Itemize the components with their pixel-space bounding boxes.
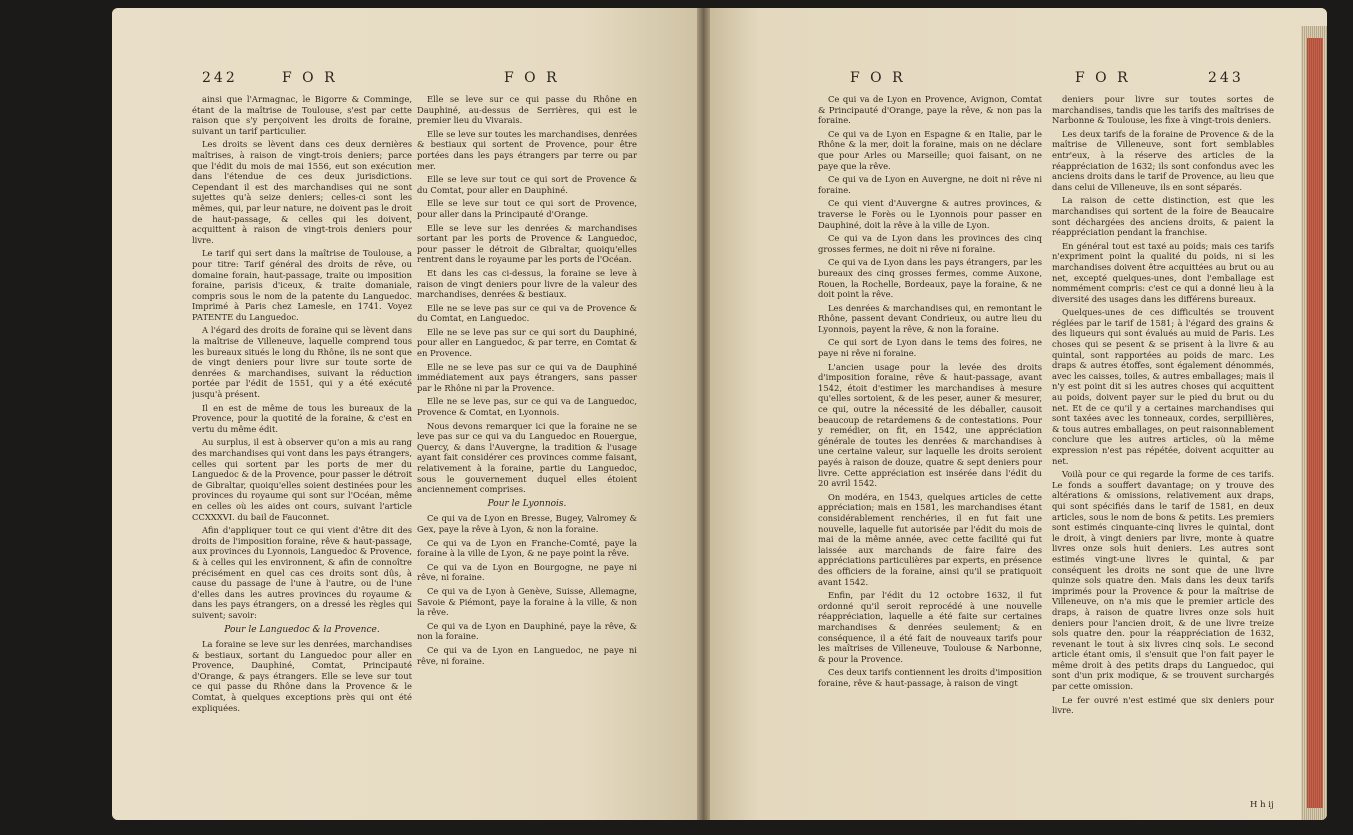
paragraph: Ce qui va de Lyon en Franche-Comté, paye la foraine à la ville de Lyon, & ne paye point la rêve. xyxy=(417,537,637,559)
paragraph: Les droits se lèvent dans ces deux dernières maîtrises, à raison de vingt-trois deniers; parce que l'édit du mois de mai 1556, eut son exécution dans l'étendue de ces deux jurisdictions. Cependant il est des marchandises qui ne sont sujettes qu'à seize deniers; celles-ci sont les mêmes, qui, par leur nature, ne doivent pas le droit de haut-passage, & celles qui les doivent, acquittent à raison de vingt-trois deniers pour livre. xyxy=(192,139,412,245)
paragraph: Le tarif qui sert dans la maîtrise de Toulouse, a pour titre: Tarif général des droits de rêve, ou domaine forain, haut-passage, traite ou imposition foraine, parisis d'iceux, & traite domaniale, compris sous le nom de la patente du Languedoc. Imprimé à Paris chez Lamesle, en 1741. Voyez PATENTE du Languedoc. xyxy=(192,248,412,322)
left-page xyxy=(112,8,697,820)
paragraph: deniers pour livre sur toutes sortes de marchandises, tandis que les tarifs des maîtrises de Narbonne & Toulouse, les fixe à vingt-trois deniers. xyxy=(1052,94,1274,126)
paragraph: Ce qui va de Lyon en Bresse, Bugey, Valromey & Gex, paye la rêve à Lyon, & non la foraine. xyxy=(417,513,637,534)
paragraph: Ces deux tarifs contiennent les droits d'imposition foraine, rêve & haut-passage, à raison de vingt xyxy=(818,667,1042,688)
paragraph: Ce qui va de Lyon à Genève, Suisse, Allemagne, Savoie & Piémont, paye la foraine à la ville, & non la rêve. xyxy=(417,585,637,618)
paragraph: Ce qui va de Lyon en Languedoc, ne paye ni rêve, ni foraine. xyxy=(417,644,637,666)
paragraph: Nous devons remarquer ici que la foraine ne se leve pas sur ce qui va du Languedoc en Rouergue, Quercy, & dans l'Auvergne, la tradition & l'usage ayant fait considérer ces provinces comme faisant, relativement à la foraine, partie du Languedoc, sous le gouvernement duquel elles étoient anciennement comprises. xyxy=(417,420,637,495)
left-header-right: F O R xyxy=(504,70,560,86)
paragraph: ainsi que l'Armagnac, le Bigorre & Comminge, étant de la maîtrise de Toulouse, s'est par cette raison que s'y perçoivent les droits de foraine, suivant un tarif particulier. xyxy=(192,94,412,136)
paragraph: Ce qui va de Lyon en Provence, Avignon, Comtat & Principauté d'Orange, paye la rêve, & non pas la foraine. xyxy=(818,94,1042,126)
paragraph: Enfin, par l'édit du 12 octobre 1632, il fut ordonné qu'il seroit reprocédé à une nouvelle réappréciation, laquelle a été faite sur certaines marchandises & denrées seulement; & en conséquence, il a été fait de nouveaux tarifs pour les maîtrises de Villeneuve, Toulouse & Narbonne, & pour la Provence. xyxy=(818,590,1042,664)
paragraph: Ce qui vient d'Auvergne & autres provinces, & traverse le Forès ou le Lyonnois pour passer en Dauphiné, doit la rêve à la ville de Lyon. xyxy=(818,198,1042,230)
right-header-left: F O R xyxy=(850,70,906,86)
left-header-left: F O R xyxy=(282,70,338,86)
paragraph: A l'égard des droits de foraine qui se lèvent dans la maîtrise de Villeneuve, laquelle comprend tous les bureaux situés le long du Rhône, ils ne sont que de vingt deniers pour livre sur toute sorte de denrées & marchandises, suivant la réduction portée par l'édit de 1551, qui y a été exécuté jusqu'à présent. xyxy=(192,325,412,400)
paragraph: Ce qui sort de Lyon dans le tems des foires, ne paye ni rêve ni foraine. xyxy=(818,337,1042,359)
right-column-1 xyxy=(818,94,1042,799)
paragraph: On modéra, en 1543, quelques articles de cette appréciation; mais en 1581, les marchandises étant considérablement renchéries, il en fut fait une nouvelle, laquelle fut autorisée par l'édit du mois de mai de la même année, avec cette facilité qui fut laissée aux marchands de faire faire des appréciations particulières par experts, en présence des officiers de la foraine, ainsi qu'il se pratiquoit avant 1542. xyxy=(818,491,1042,587)
paragraph: Elle se leve sur toutes les marchandises, denrées & bestiaux qui sortent de Provence, pour être portées dans les pays étrangers par terre ou par mer. xyxy=(417,128,637,171)
paragraph: Elle se leve sur tout ce qui sort de Provence, pour aller dans la Principauté d'Orange. xyxy=(417,198,637,219)
paragraph: Le fer ouvré n'est estimé que six deniers pour livre. xyxy=(1052,694,1274,716)
book-gutter xyxy=(697,8,710,820)
paragraph: Voilà pour ce qui regarde la forme de ces tarifs. Le fonds a souffert davantage; on y trouve des altérations & omissions, relativement aux draps, qui sont spécifiés dans le tarif de 1581, en deux articles, sous le nom de bons & petits. Les premiers sont estimés cinquante-cinq livres le quintal, dont le droit, à vingt deniers par livre, monte à quatre livres onze sols huit deniers. Les autres sont estimés vingt-une livres le quintal, & par conséquent les droits ne sont que de une livre quinze sols quatre den. Mais dans les deux tarifs imprimés pour la Provence & pour la maîtrise de Villeneuve, on n'a mis que le premier article des draps, à raison de quatre livres onze sols huit deniers pour l'ancien droit, & de une livre treize sols quatre den. pour la réappréciation de 1632, revenant le tout à six livres cinq sols. Le second article étant omis, il s'ensuit que l'on fait payer le même droit à des petits draps du Languedoc, qui sont d'un prix modique, & se trouvent surchargés par cette omission. xyxy=(1052,469,1274,692)
red-edge-band xyxy=(1307,38,1323,808)
left-column-1 xyxy=(192,94,412,814)
paragraph: La foraine se leve sur les denrées, marchandises & bestiaux, sortant du Languedoc pour aller en Provence, Dauphiné, Comtat, Principauté d'Orange, & pays étrangers. Elle se leve sur tout ce qui passe du Rhône dans la Provence & le Comtat, à quelques exceptions près qui ont été expliquées. xyxy=(192,639,412,713)
paragraph: Au surplus, il est à observer qu'on a mis au rang des marchandises qui vont dans les pays étrangers, celles qui sortent par les ports de mer du Languedoc & de la Provence, pour passer le détroit de Gibraltar, quoiqu'elles soient destinées pour les provinces du royaume qui sont sur l'Océan, même en celles où les aides ont cours, suivant l'article CCXXXVI. du bail de Fauconnet. xyxy=(192,437,412,522)
paragraph: Et dans les cas ci-dessus, la foraine se leve à raison de vingt deniers pour livre de la valeur des marchandises, denrées & bestiaux. xyxy=(417,267,637,300)
paragraph: Il en est de même de tous les bureaux de la Provence, pour la quotité de la foraine, & c'est en vertu du même édit. xyxy=(192,402,412,434)
left-page-number: 242 xyxy=(202,70,238,86)
paragraph: Elle ne se leve pas sur ce qui va de Provence & du Comtat, en Languedoc. xyxy=(417,302,637,324)
paragraph: Ce qui va de Lyon en Espagne & en Italie, par le Rhône & la mer, doit la foraine, mais on ne déclare que pour Arles ou Marseille; quoi faisant, on ne paye que la rêve. xyxy=(818,128,1042,171)
paragraph: Ce qui va de Lyon dans les pays étrangers, par les bureaux des cinq grosses fermes, comme Auxone, Rouen, la Rochelle, Bordeaux, paye la foraine, & ne doit point la rêve. xyxy=(818,257,1042,300)
paragraph: L'ancien usage pour la levée des droits d'imposition foraine, rêve & haut-passage, avant 1542, étoit d'estimer les marchandises à mesure qu'elles sortoient, & de les peser, auner & mesurer, ce qui, outre la nécessité de les déballer, causoit beaucoup de retardemens & de contestations. Pour y remédier, on fit, en 1542, une appréciation générale de toutes les denrées & marchandises à une certaine valeur, sur laquelle les droits seroient payés à raison de douze, quatre & sept deniers pour livre. Cette appréciation est insérée dans l'édit du 20 avril 1542. xyxy=(818,361,1042,489)
paragraph: Elle ne se leve pas, sur ce qui va de Languedoc, Provence & Comtat, en Lyonnois. xyxy=(417,396,637,418)
right-page-number: 243 xyxy=(1208,70,1244,86)
paragraph: Elle se leve sur ce qui passe du Rhône en Dauphiné, au-dessus de Serrières, qui est le premier lieu du Vivarais. xyxy=(417,94,637,126)
right-column-2 xyxy=(1052,94,1274,799)
paragraph: Les deux tarifs de la foraine de Provence & de la maîtrise de Villeneuve, sont fort semblables entr'eux, à la réserve des articles de la réappréciation de 1632; ils sont confondus avec les anciens droits dans le tarif de Provence, au lieu que dans celui de Villeneuve, ils en sont séparés. xyxy=(1052,128,1274,192)
paragraph: Les denrées & marchandises qui, en remontant le Rhône, passent devant Condrieux, ou autre lieu du Lyonnois, payent la rêve, & non la foraine. xyxy=(818,302,1042,334)
paragraph: Afin d'appliquer tout ce qui vient d'être dit des droits de l'imposition foraine, rêve & haut-passage, aux provinces du Lyonnois, Languedoc & Provence, & à celles qui les environnent, & afin de connoître précisément en quel cas ces droits sont dûs, à cause du passage de l'une à l'autre, ou de l'une d'elles dans les autres provinces du royaume & dans les pays étrangers, on a dressé les règles qui suivent; savoir: xyxy=(192,525,412,620)
paragraph: La raison de cette distinction, est que les marchandises qui sortent de la foire de Beaucaire sont déchargées des anciens droits, & paient la réappréciation pendant la franchise. xyxy=(1052,195,1274,238)
open-book xyxy=(112,8,1327,820)
paragraph: En général tout est taxé au poids; mais ces tarifs n'expriment point la qualité du poids, ni si les marchandises doivent être acquittées au brut ou au net, excepté quelques-unes, dont l'emballage est nommément compris: c'est ce qui a donné lieu à la diversité des usages dans les différens bureaux. xyxy=(1052,240,1274,304)
paragraph: Elle se leve sur tout ce qui sort de Provence & du Comtat, pour aller en Dauphiné. xyxy=(417,174,637,195)
paragraph: Ce qui va de Lyon dans les provinces des cinq grosses fermes, ne doit ni rêve ni foraine. xyxy=(818,233,1042,254)
paragraph: Elle se leve sur les denrées & marchandises sortant par les ports de Provence & Languedoc, pour passer le détroit de Gibraltar, quoiqu'elles rentrent dans le royaume par les ports de l'Océan. xyxy=(417,222,637,265)
paragraph: Quelques-unes de ces difficultés se trouvent réglées par le tarif de 1581; à l'égard des grains & des liqueurs qui sont évalués au muid de Paris. Les choses qui se pesent & se prisent à la livre & au quintal, sont rapportées au poids de marc. Les draps & autres étoffes, sont également dénommés, avec les caisses, toiles, & autres emballages; mais il n'y est point dit si les autres choses qui acquittent au poids, doivent payer sur le pied du brut ou du net. Et de ce qu'il y a certaines marchandises qui sont taxées avec les tonneaux, cordes, serpillières, & tous autres emballages, on peut raisonnablement conclure que les autres articles, où la même expression n'est pas répétée, doivent acquitter au net. xyxy=(1052,307,1274,466)
left-column-2 xyxy=(417,94,637,814)
paragraph: Ce qui va de Lyon en Dauphiné, paye la rêve, & non la foraine. xyxy=(417,620,637,642)
right-page xyxy=(710,8,1327,820)
paragraph: Elle ne se leve pas sur ce qui sort du Dauphiné, pour aller en Languedoc, & par terre, en Comtat & en Provence. xyxy=(417,326,637,359)
section-heading: Pour le Lyonnois. xyxy=(487,498,567,509)
paragraph: Elle ne se leve pas sur ce qui va de Dauphiné immédiatement aux pays étrangers, sans passer par le Rhône ni par la Provence. xyxy=(417,361,637,393)
paragraph: Ce qui va de Lyon en Auvergne, ne doit ni rêve ni foraine. xyxy=(818,174,1042,195)
right-header-right: F O R xyxy=(1075,70,1131,86)
paragraph: Ce qui va de Lyon en Bourgogne, ne paye ni rêve, ni foraine. xyxy=(417,561,637,583)
signature-mark: H h ij xyxy=(1250,800,1274,810)
section-heading: Pour le Languedoc & la Provence. xyxy=(224,624,380,635)
